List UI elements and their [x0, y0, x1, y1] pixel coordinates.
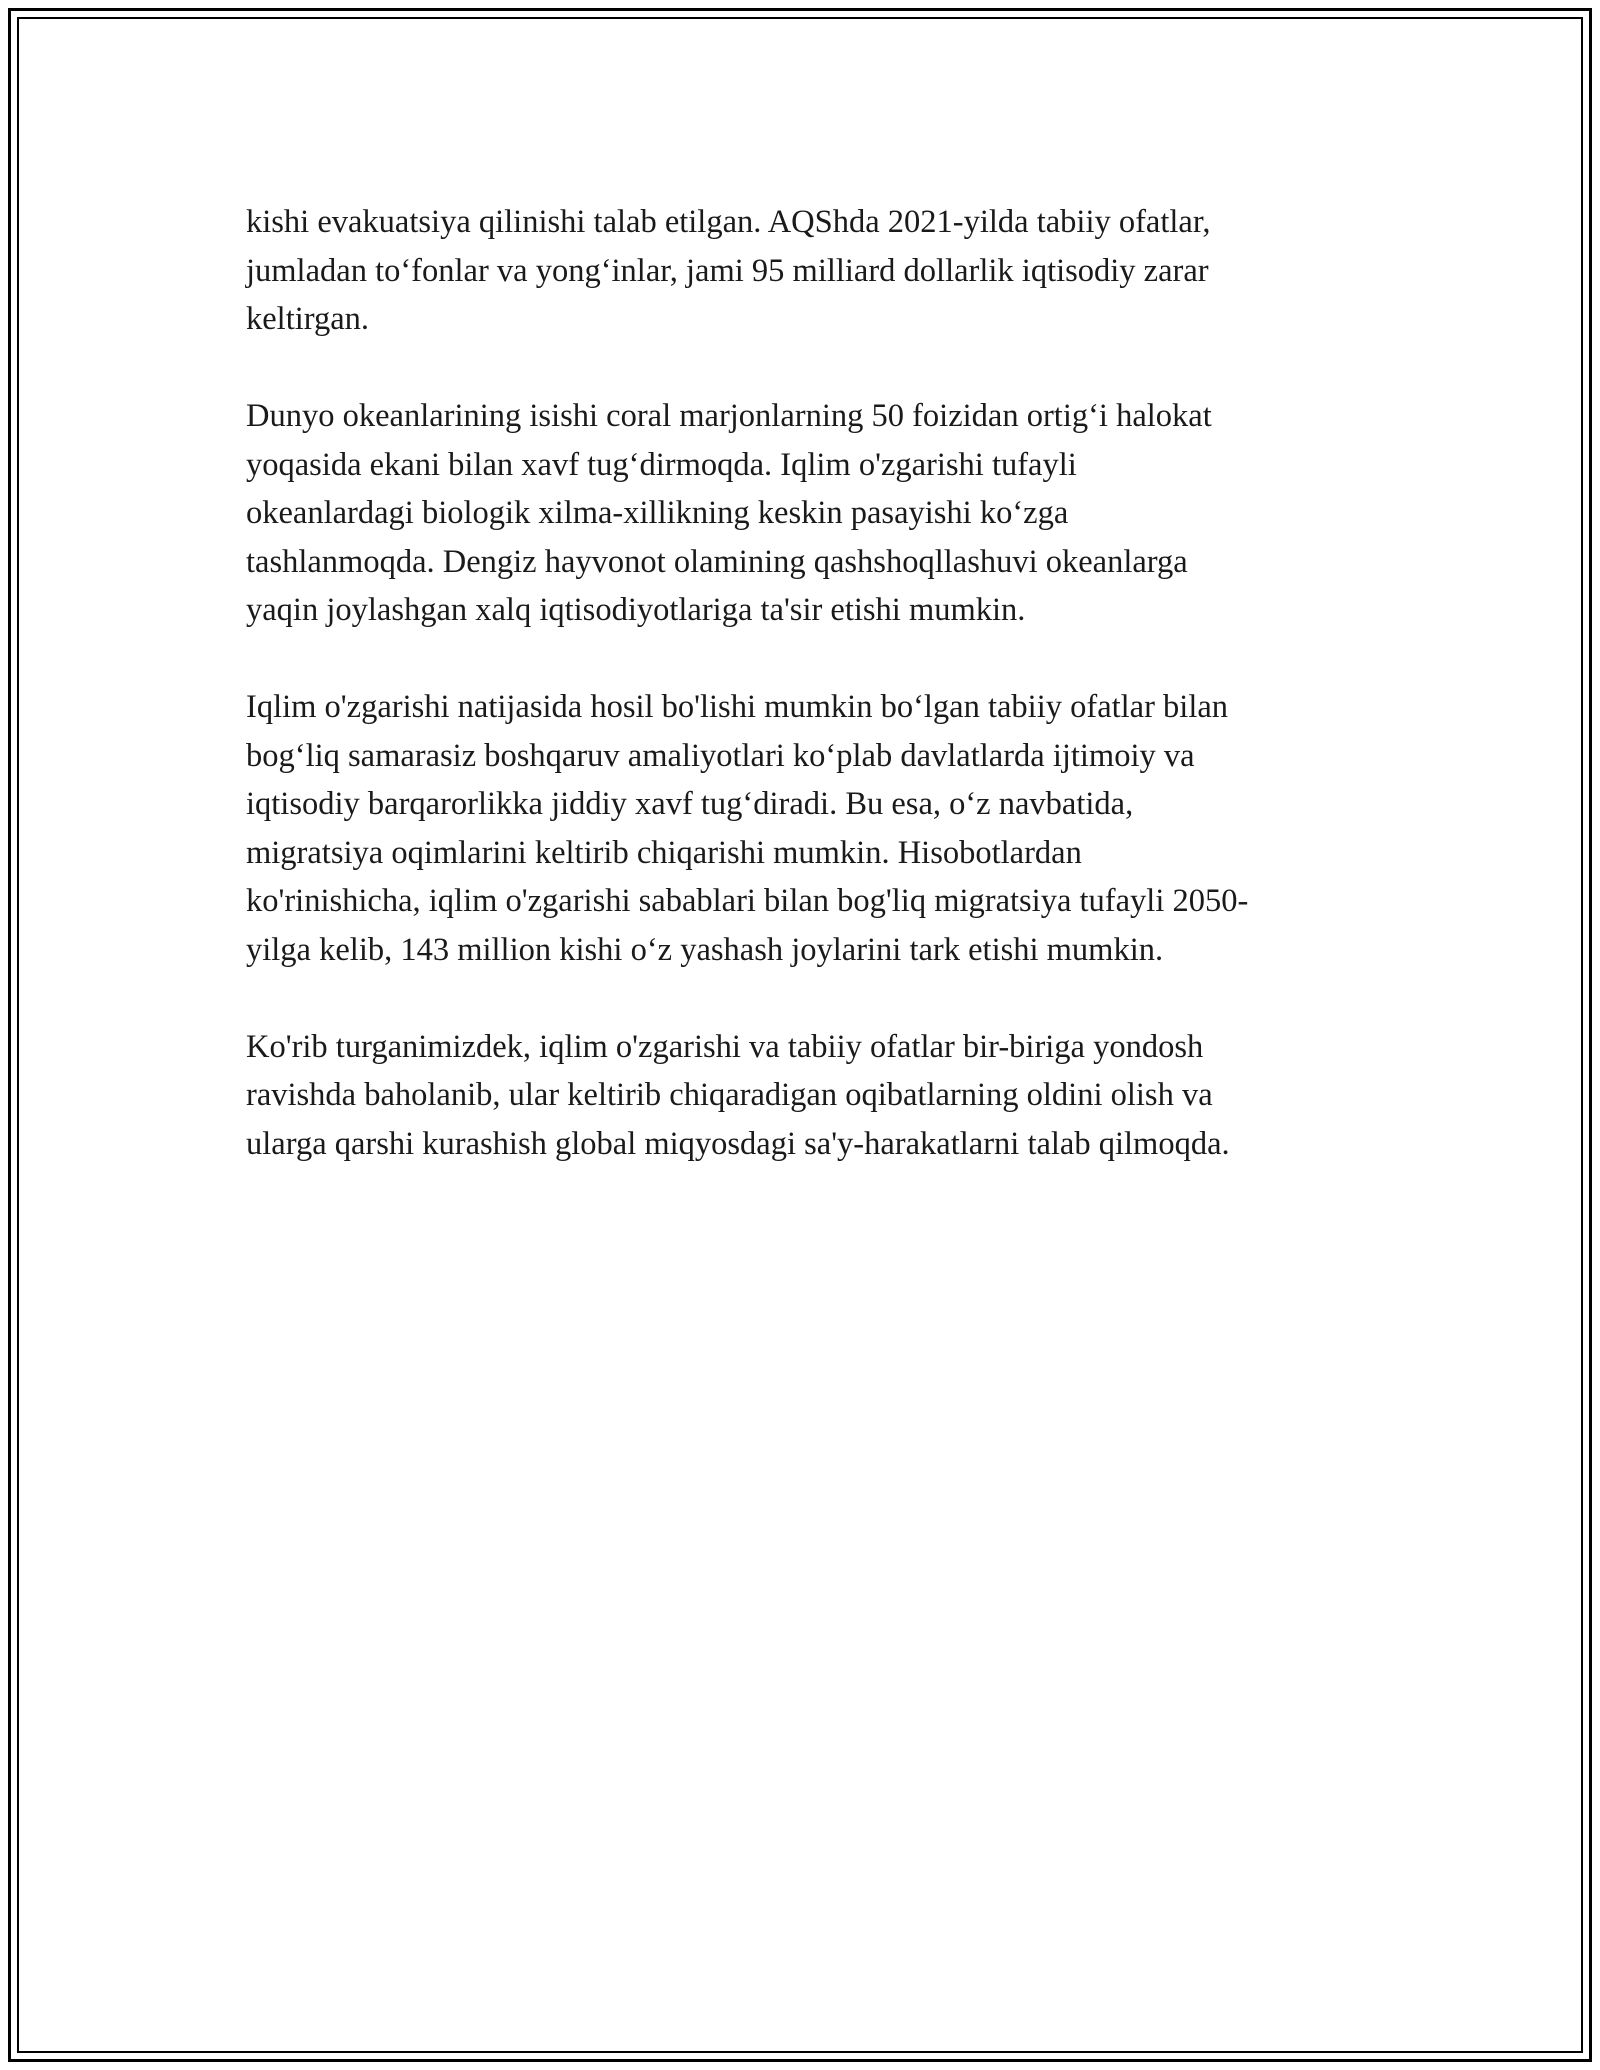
text-line: Ko'rib turganimizdek, iqlim o'zgarishi va tabiiy ofatlar bir-biriga yondosh	[246, 1028, 1204, 1065]
text-line: yaqin joylashgan xalq iqtisodiyotlariga ta'sir etishi mumkin.	[246, 592, 1026, 628]
paragraph-1	[246, 198, 1386, 344]
text-line: iqtisodiy barqarorlikka jiddiy xavf tug‘diradi. Bu esa, o‘z navbatida,	[246, 786, 1134, 822]
text-line: ularga qarshi kurashish global miqyosdagi sa'y-harakatlarni talab qilmoqda.	[246, 1125, 1230, 1162]
text-line: kishi evakuatsiya qilinishi talab etilgan. AQShda 2021-yilda tabiiy ofatlar,	[246, 204, 1211, 240]
text-line: yilga kelib, 143 million kishi o‘z yashash joylarini tark etishi mumkin.	[246, 931, 1164, 968]
text-line: tashlanmoqda. Dengiz hayvonot olamining qashshoqllashuvi okeanlarga	[246, 543, 1188, 580]
page-frame	[8, 8, 1592, 2062]
text-line: Iqlim o'zgarishi natijasida hosil bo'lishi mumkin bo‘lgan tabiiy ofatlar bilan	[246, 689, 1229, 725]
document-body	[246, 198, 1386, 1217]
paragraph-4	[246, 1023, 1386, 1169]
text-line: ko'rinishicha, iqlim o'zgarishi sabablari bilan bog'liq migratsiya tufayli 2050-	[246, 883, 1249, 919]
text-line: ravishda baholanib, ular keltirib chiqaradigan oqibatlarning oldini olish va	[246, 1077, 1213, 1113]
text-line: migratsiya oqimlarini keltirib chiqarishi mumkin. Hisobotlardan	[246, 834, 1082, 871]
text-line: Dunyo okeanlarining isishi coral marjonlarning 50 foizidan ortig‘i halokat	[246, 398, 1212, 434]
paragraph-3	[246, 683, 1386, 974]
text-line: keltirgan.	[246, 301, 370, 337]
paragraph-2	[246, 392, 1386, 635]
text-line: okeanlardagi biologik xilma-xillikning keskin pasayishi ko‘zga	[246, 495, 1069, 531]
text-line: yoqasida ekani bilan xavf tug‘dirmoqda. Iqlim o'zgarishi tufayli	[246, 446, 1077, 483]
text-line: jumladan to‘fonlar va yong‘inlar, jami 95 milliard dollarlik iqtisodiy zarar	[246, 252, 1209, 289]
text-line: bog‘liq samarasiz boshqaruv amaliyotlari ko‘plab davlatlarda ijtimoiy va	[246, 737, 1195, 774]
